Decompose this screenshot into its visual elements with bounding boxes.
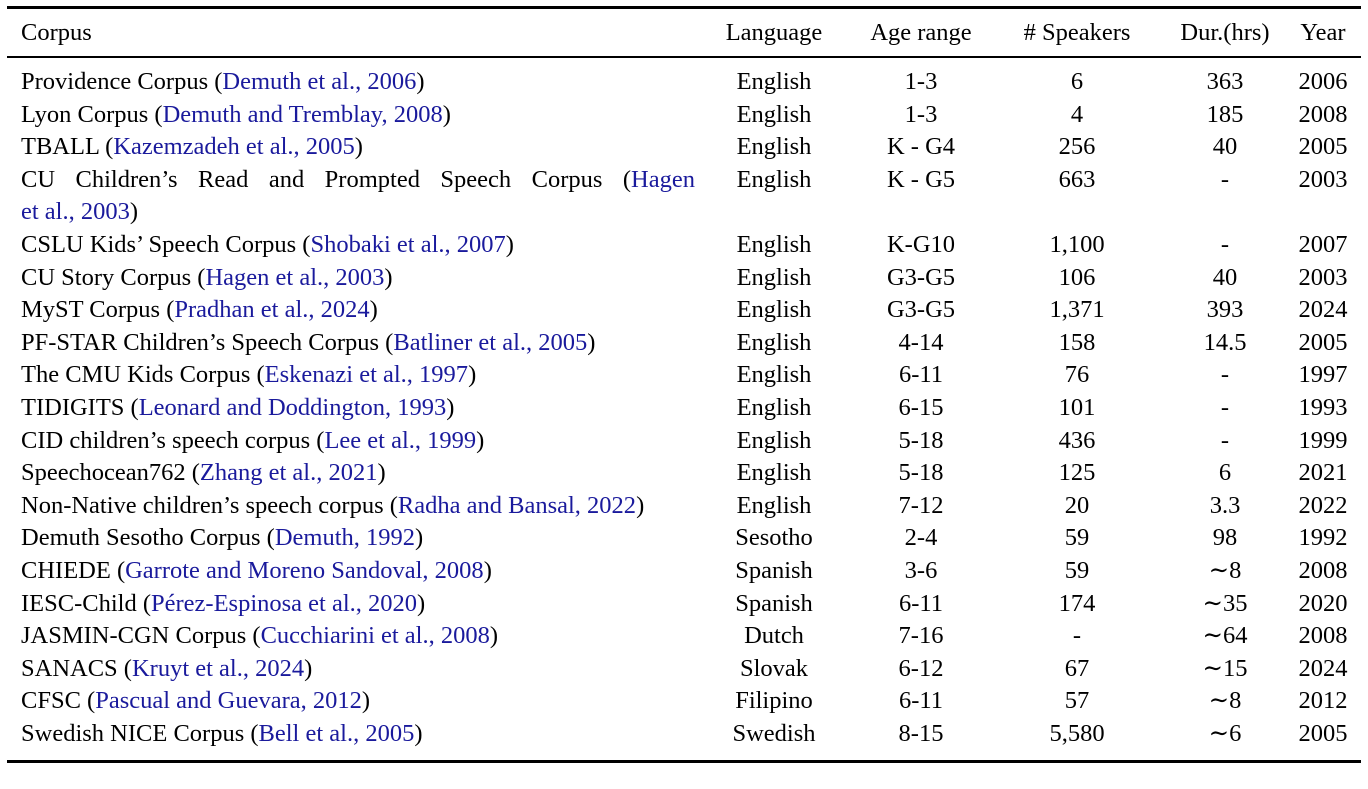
speakers-cell: 67: [1064, 654, 1090, 682]
age-range-cell: 3-6: [904, 556, 938, 584]
year-cell: 2007: [1298, 230, 1348, 258]
age-range-cell: K - G5: [886, 165, 956, 193]
corpus-cell: [7, 262, 695, 295]
duration-cell: -: [1220, 165, 1230, 193]
corpus-cell: [7, 653, 695, 686]
speakers-cell: 5,580: [1049, 719, 1105, 747]
citation-link[interactable]: Pradhan et al., 2024: [174, 296, 370, 324]
corpora-table: [7, 6, 1361, 763]
speakers-cell: 59: [1064, 556, 1090, 584]
duration-cell: ∼8: [1208, 687, 1242, 715]
age-range-cell: 7-16: [898, 622, 944, 650]
age-range-cell: 1-3: [904, 100, 938, 128]
corpus-cell: [7, 229, 695, 262]
year-cell: 2005: [1298, 133, 1348, 161]
citation-link[interactable]: Hagen: [631, 165, 695, 193]
corpus-paren: ): [505, 230, 514, 258]
speakers-cell: -: [1072, 622, 1082, 650]
duration-cell: 3.3: [1209, 491, 1241, 519]
corpus-name: MyST Corpus (: [21, 296, 175, 324]
col-header-corpus: Corpus: [7, 8, 695, 58]
table-row: [7, 490, 1361, 523]
corpus-cell: [7, 327, 695, 360]
table-row: [7, 327, 1361, 360]
language-cell: English: [736, 459, 812, 487]
speakers-cell: 125: [1058, 459, 1096, 487]
corpus-name: CSLU Kids’ Speech Corpus (: [21, 230, 311, 258]
language-cell: Sesotho: [735, 524, 813, 552]
speakers-cell: 6: [1070, 68, 1084, 95]
corpus-paren: ): [468, 361, 477, 389]
table-row: [7, 392, 1361, 425]
corpus-paren: ): [442, 100, 451, 128]
corpus-paren: ): [384, 263, 393, 291]
citation-link[interactable]: Kruyt et al., 2024: [131, 654, 305, 682]
year-cell: 2020: [1298, 589, 1348, 617]
duration-cell: 14.5: [1203, 328, 1247, 356]
table-row: [7, 457, 1361, 490]
citation-link[interactable]: Zhang et al., 2021: [199, 459, 378, 487]
year-cell: 1999: [1298, 426, 1348, 454]
year-cell: 2005: [1298, 328, 1348, 356]
speakers-cell: 20: [1064, 491, 1090, 519]
year-cell: 2008: [1298, 100, 1348, 128]
citation-link[interactable]: Hagen et al., 2003: [205, 263, 385, 291]
speakers-cell: 101: [1058, 393, 1096, 421]
language-cell: English: [736, 296, 812, 324]
corpus-cell: [7, 522, 695, 555]
age-range-cell: K - G4: [886, 133, 956, 161]
citation-link[interactable]: Eskenazi et al., 1997: [264, 361, 469, 389]
age-range-cell: G3-G5: [886, 296, 956, 324]
col-header-year: Year: [1285, 8, 1361, 58]
citation-link[interactable]: Lee et al., 1999: [324, 426, 477, 454]
corpus-cell: [7, 392, 695, 425]
corpus-paren: ): [587, 328, 596, 356]
age-range-cell: 6-11: [899, 589, 943, 617]
col-header-age-range: Age range: [853, 8, 989, 58]
header-row: [7, 8, 1361, 58]
citation-link[interactable]: Leonard and Doddington, 1993: [138, 393, 447, 421]
year-cell: 2024: [1298, 654, 1348, 682]
year-cell: 1993: [1298, 393, 1348, 421]
age-range-cell: 6-15: [898, 393, 944, 421]
language-cell: English: [736, 361, 812, 389]
duration-cell: 98: [1212, 524, 1238, 552]
language-cell: Swedish: [732, 719, 816, 747]
citation-link[interactable]: Kazemzadeh et al., 2005: [113, 133, 355, 161]
age-range-cell: 6-11: [899, 361, 943, 389]
language-cell: English: [736, 230, 812, 258]
language-cell: English: [736, 100, 812, 128]
corpus-name: Speechocean762 (: [21, 459, 200, 487]
col-header-language: Language: [695, 8, 853, 58]
speakers-cell: 1,100: [1049, 230, 1105, 258]
citation-link[interactable]: Demuth and Tremblay, 2008: [162, 100, 443, 128]
year-cell: 2006: [1298, 68, 1348, 95]
table-row: [7, 99, 1361, 132]
duration-cell: -: [1220, 361, 1230, 389]
corpus-name: Swedish NICE Corpus (: [21, 719, 259, 747]
speakers-cell: 256: [1058, 133, 1096, 161]
corpus-cell: [7, 99, 695, 132]
citation-link[interactable]: Batliner et al., 2005: [393, 328, 588, 356]
duration-cell: -: [1220, 393, 1230, 421]
corpus-name: CHIEDE (: [21, 556, 126, 584]
language-cell: English: [736, 328, 812, 356]
year-cell: 1992: [1298, 524, 1348, 552]
corpus-name: JASMIN-CGN Corpus (: [21, 622, 261, 650]
corpus-name: SANACS (: [21, 654, 132, 682]
table-row: [7, 131, 1361, 164]
duration-cell: 40: [1212, 263, 1238, 291]
year-cell: 2008: [1298, 622, 1348, 650]
citation-link[interactable]: Bell et al., 2005: [258, 719, 415, 747]
col-header-duration: Dur.(hrs): [1165, 8, 1285, 58]
age-range-cell: G3-G5: [886, 263, 956, 291]
language-cell: Dutch: [744, 622, 804, 650]
language-cell: Spanish: [735, 589, 813, 617]
age-range-cell: 5-18: [898, 459, 944, 487]
age-range-cell: K-G10: [886, 230, 956, 258]
citation-link[interactable]: Radha and Bansal, 2022: [397, 491, 637, 519]
year-cell: 2003: [1298, 263, 1348, 291]
duration-cell: 393: [1206, 296, 1244, 324]
corpus-paren: ): [417, 589, 426, 617]
corpus-paren: ): [415, 524, 424, 552]
language-cell: English: [736, 426, 812, 454]
speakers-cell: 4: [1070, 100, 1084, 128]
year-cell: 2012: [1298, 687, 1348, 715]
corpus-cell: [7, 555, 695, 588]
year-cell: 2008: [1298, 556, 1348, 584]
citation-link[interactable]: Pérez-Espinosa et al., 2020: [151, 589, 418, 617]
year-cell: 2021: [1298, 459, 1348, 487]
table-row: [7, 262, 1361, 295]
corpus-paren: ): [446, 393, 455, 421]
age-range-cell: 6-11: [899, 687, 943, 715]
table-row: [7, 653, 1361, 686]
corpus-name-continuation: et al., 2003): [21, 198, 139, 226]
corpus-name: TBALL (: [21, 133, 114, 161]
language-cell: Spanish: [735, 556, 813, 584]
citation-link[interactable]: Cucchiarini et al., 2008: [260, 622, 490, 650]
language-cell: English: [736, 68, 812, 95]
table-row: [7, 164, 1361, 229]
corpus-name: The CMU Kids Corpus (: [21, 361, 265, 389]
corpus-cell: [7, 294, 695, 327]
duration-cell: ∼35: [1202, 589, 1248, 617]
language-cell: English: [736, 165, 812, 193]
table-row: [7, 359, 1361, 392]
corpus-name: CID children’s speech corpus (: [21, 426, 325, 454]
corpus-cell: [7, 620, 695, 653]
language-cell: Filipino: [735, 687, 813, 715]
speakers-cell: 76: [1064, 361, 1090, 389]
citation-link[interactable]: Pascual and Guevara, 2012: [95, 687, 362, 715]
age-range-cell: 5-18: [898, 426, 944, 454]
duration-cell: -: [1220, 230, 1230, 258]
table-row: [7, 555, 1361, 588]
corpus-cell: [7, 164, 695, 229]
speakers-cell: 106: [1058, 263, 1096, 291]
corpus-name: Non-Native children’s speech corpus (: [21, 491, 398, 519]
table-row: [7, 229, 1361, 262]
age-range-cell: 6-12: [898, 654, 944, 682]
corpus-paren: ): [476, 426, 485, 454]
duration-cell: ∼15: [1202, 654, 1248, 682]
table-row: [7, 718, 1361, 762]
col-header-speakers: # Speakers: [989, 8, 1165, 58]
age-range-cell: 4-14: [898, 328, 944, 356]
language-cell: English: [736, 393, 812, 421]
year-cell: 2024: [1298, 296, 1348, 324]
corpus-paren: ): [369, 296, 378, 324]
citation-link[interactable]: Demuth et al., 2006: [222, 68, 417, 95]
year-cell: 2022: [1298, 491, 1348, 519]
speakers-cell: 174: [1058, 589, 1096, 617]
table-row: [7, 294, 1361, 327]
table-row: [7, 620, 1361, 653]
corpus-paren: ): [489, 622, 499, 650]
corpus-paren: ): [377, 459, 386, 487]
speakers-cell: 57: [1064, 687, 1090, 715]
speakers-cell: 663: [1058, 165, 1096, 193]
corpus-paren: ): [483, 556, 492, 584]
duration-cell: 40: [1212, 133, 1238, 161]
citation-link[interactable]: et al., 2003: [21, 198, 130, 226]
duration-cell: 363: [1206, 68, 1244, 95]
corpus-cell: [7, 718, 695, 762]
corpus-paren: ): [304, 654, 313, 682]
duration-cell: ∼6: [1208, 719, 1242, 747]
corpus-name: CU Children’s Read and Prompted Speech Corpus (Hagen: [21, 165, 695, 193]
corpus-name: IESC-Child (: [21, 589, 151, 617]
speakers-cell: 436: [1058, 426, 1096, 454]
corpus-cell: [7, 425, 695, 458]
duration-cell: ∼8: [1208, 556, 1242, 584]
duration-cell: 185: [1206, 100, 1244, 128]
duration-cell: -: [1220, 426, 1230, 454]
citation-link[interactable]: Demuth, 1992: [274, 524, 416, 552]
language-cell: English: [736, 491, 812, 519]
corpus-name: Lyon Corpus (: [21, 100, 163, 128]
corpus-cell: [7, 685, 695, 718]
language-cell: English: [736, 263, 812, 291]
corpus-paren: ): [636, 491, 645, 519]
corpus-cell: [7, 588, 695, 621]
duration-cell: ∼64: [1202, 622, 1248, 650]
corpus-cell: [7, 490, 695, 523]
corpus-paren: ): [354, 133, 363, 161]
table-row: [7, 588, 1361, 621]
year-cell: 2003: [1298, 165, 1348, 193]
language-cell: Slovak: [739, 654, 809, 682]
citation-link[interactable]: Shobaki et al., 2007: [310, 230, 506, 258]
citation-link[interactable]: Garrote and Moreno Sandoval, 2008: [125, 556, 484, 584]
table-row: [7, 522, 1361, 555]
corpus-name: PF-STAR Children’s Speech Corpus (: [21, 328, 394, 356]
duration-cell: 6: [1218, 459, 1232, 487]
table-row: [7, 57, 1361, 99]
year-cell: 2005: [1298, 719, 1348, 747]
speakers-cell: 158: [1058, 328, 1096, 356]
corpus-name: TIDIGITS (: [21, 393, 139, 421]
age-range-cell: 7-12: [898, 491, 944, 519]
corpus-cell: [7, 57, 695, 99]
corpus-paren: ): [416, 68, 425, 95]
year-cell: 1997: [1298, 361, 1348, 389]
language-cell: English: [736, 133, 812, 161]
table-body: [7, 57, 1361, 762]
corpus-name: CFSC (: [21, 687, 96, 715]
corpus-name: CU Story Corpus (: [21, 263, 206, 291]
corpus-cell: [7, 359, 695, 392]
corpus-paren: ): [414, 719, 423, 747]
age-range-cell: 8-15: [898, 719, 944, 747]
corpus-name: Demuth Sesotho Corpus (: [21, 524, 275, 552]
speakers-cell: 1,371: [1049, 296, 1105, 324]
corpus-cell: [7, 131, 695, 164]
corpus-cell: [7, 457, 695, 490]
speakers-cell: 59: [1064, 524, 1090, 552]
table-row: [7, 685, 1361, 718]
age-range-cell: 2-4: [904, 524, 938, 552]
table-row: [7, 425, 1361, 458]
corpus-paren: ): [361, 687, 371, 715]
age-range-cell: 1-3: [904, 68, 938, 95]
corpus-name: Providence Corpus (: [21, 68, 223, 95]
